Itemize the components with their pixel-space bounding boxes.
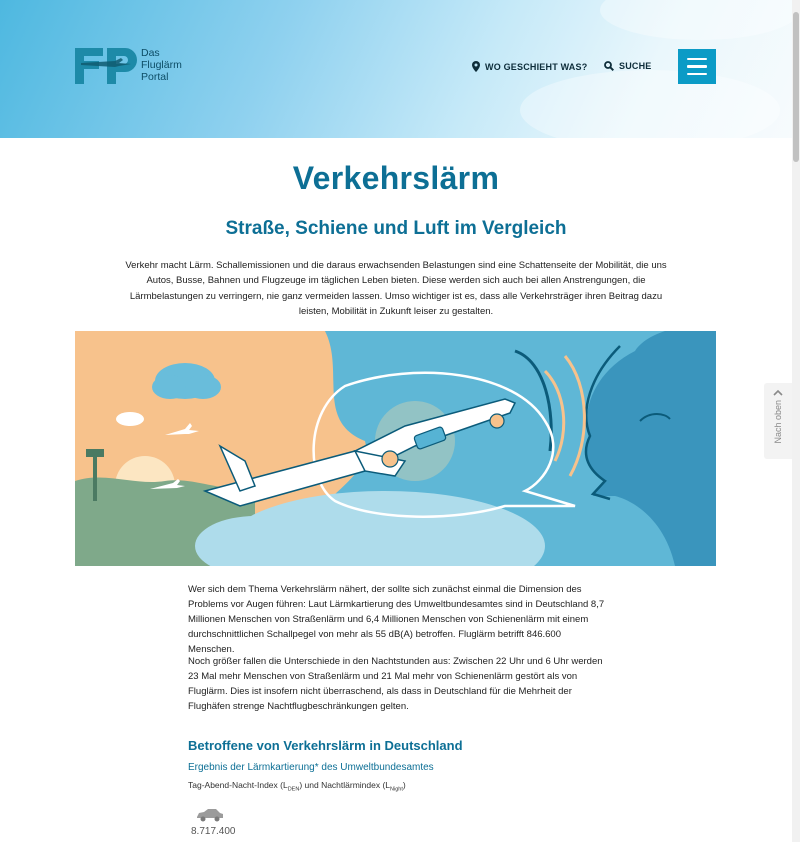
nav-search-label: SUCHE [619, 61, 652, 71]
index-suffix: ) [402, 780, 406, 790]
back-to-top-button[interactable] [764, 383, 792, 459]
body-paragraph-1: Wer sich dem Thema Verkehrslärm nähert, der sollte sich zunächst einmal die Dimension des Problems vor Augen führen: Laut Lärmkartierung des Umweltbundesamtes sind in Deutschland 8,7 Millionen Menschen von Straßenlärm und 6,4 Millionen Menschen von Schienenlärm mit einem durchschnittlichen Schallpegel von mehr als 55 dB(A) betroffen. Fluglärm betrifft 846.600 Menschen. [188, 584, 605, 655]
site-logo[interactable] [75, 48, 182, 84]
logo-line-portal: Portal [141, 71, 169, 83]
fp-logo-icon [75, 48, 137, 84]
airplane-noise-illustration-icon [75, 331, 716, 566]
header-cloud [600, 0, 792, 40]
page-title: Verkehrslärm [292, 160, 500, 196]
logo-wordmark [141, 47, 182, 83]
search-icon [604, 61, 614, 71]
car-affected-value: 8.717.400 [191, 826, 236, 837]
logo-line-das: Das [141, 47, 160, 59]
section-heading: Betroffene von Verkehrslärm in Deutschland [188, 738, 463, 753]
site-header [0, 0, 792, 138]
map-pin-icon [472, 61, 480, 72]
page-subtitle: Straße, Schiene und Luft im Vergleich [225, 218, 567, 239]
nav-search-link[interactable] [604, 61, 652, 71]
scrollbar-thumb[interactable] [793, 12, 799, 162]
body-paragraph-2: Noch größer fallen die Unterschiede in den Nachtstunden aus: Zwischen 22 Uhr und 6 Uhr werden 23 Mal mehr Menschen von Straßenlärm und 21 Mal mehr von Schienenlärm gestört als von Fluglärm. Dies ist insofern nicht überraschend, als dass in Deutschland für die Mehrheit der Flughäfen strenge Nachtflugbeschränkungen gelten. [188, 656, 603, 712]
index-sub-night: Night [390, 786, 403, 793]
hamburger-icon [687, 58, 707, 61]
index-sub-den: DEN [287, 786, 300, 793]
car-icon [195, 808, 225, 827]
menu-button[interactable] [678, 49, 716, 84]
chevron-up-icon [773, 389, 783, 396]
header-cloud [520, 70, 780, 138]
back-to-top-label: Nach oben [773, 400, 783, 444]
index-prefix: Tag-Abend-Nacht-Index (L [188, 780, 288, 790]
page-scrollbar[interactable] [792, 0, 800, 842]
hero-illustration [75, 331, 716, 566]
section-subheading: Ergebnis der Lärmkartierung* des Umweltbundesamtes [188, 762, 434, 773]
nav-where-label: WO GESCHIEHT WAS? [485, 61, 588, 72]
index-middle: ) und Nachtlärmindex (L [299, 780, 391, 790]
intro-paragraph: Verkehr macht Lärm. Schallemissionen und die daraus erwachsenden Belastungen sind eine Schattenseite der Mobilität, die uns Autos, Busse, Bahnen und Flugzeuge im täglichen Leben bieten. Diese werden sich auch bei allen Anstrengungen, die Lärmbelastungen zu verringern, nie ganz vermeiden lassen. Umso wichtiger ist es, dass alle Verkehrsträger ihren Beitrag dazu leisten, Mobilität in Zukunft leiser zu gestalten. [125, 260, 667, 317]
index-description [188, 780, 406, 793]
logo-line-fluglaerm: Fluglärm [141, 59, 182, 71]
nav-where-link[interactable] [472, 61, 587, 72]
